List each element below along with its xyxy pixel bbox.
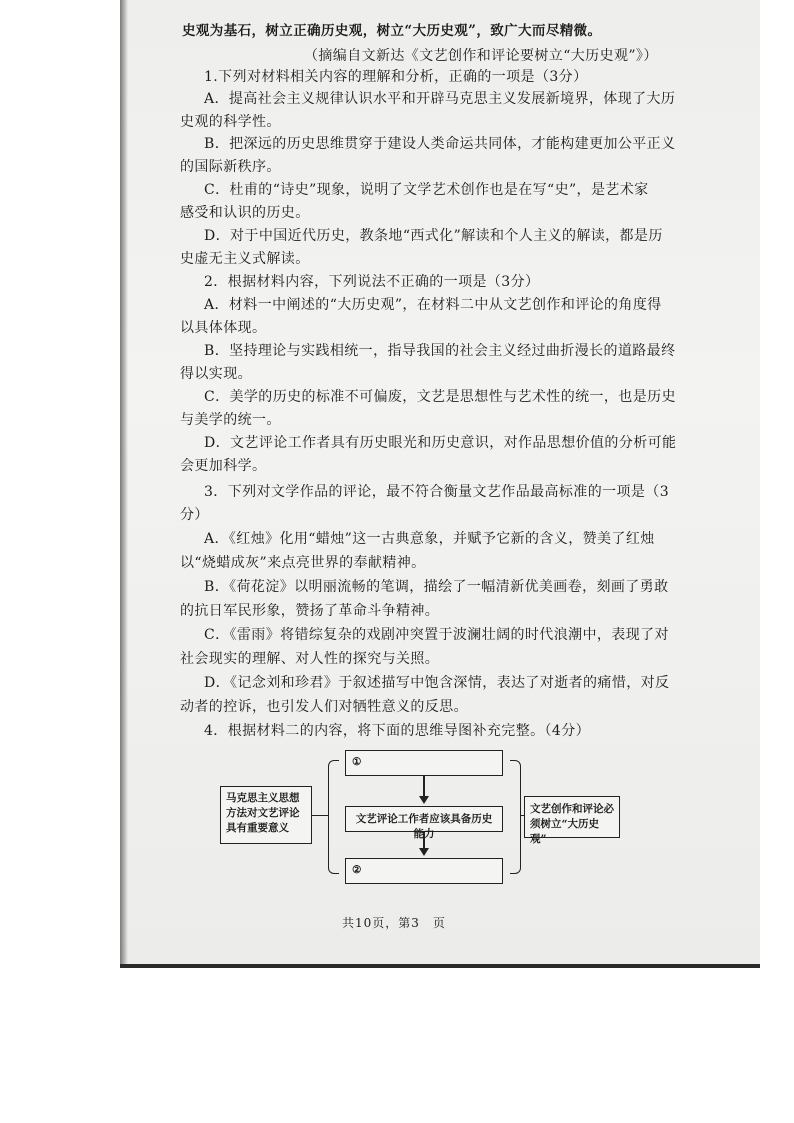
text-line: 史观为基石，树立正确历史观，树立“大历史观”，致广大而尽精微。	[182, 23, 602, 39]
option-text: C．《雷雨》将错综复杂的戏剧冲突置于波澜壮阔的时代浪潮中，表现了对	[204, 627, 669, 643]
mind-map-blank-2: ②	[345, 858, 503, 884]
option-text: 感受和认识的历史。	[180, 205, 310, 221]
option-text: B．坚持理论与实践相统一，指导我国的社会主义经过曲折漫长的道路最终	[204, 343, 676, 359]
option-text: 与美学的统一。	[180, 412, 281, 428]
mind-map-blank-1: ①	[345, 750, 503, 776]
option-text: 的国际新秩序。	[180, 159, 281, 175]
option-text: 会更加科学。	[180, 458, 267, 474]
scanned-page	[120, 0, 760, 968]
option-text: 以“烧蜡成灰”来点亮世界的奉献精神。	[180, 555, 426, 571]
option-text: D．对于中国近代历史，教条地“西式化”解读和个人主义的解读，都是历	[204, 228, 663, 244]
option-text: B．把深远的历史思维贯穿于建设人类命运共同体，才能构建更加公平正义	[204, 136, 676, 152]
question-3-cont: 分）	[180, 507, 209, 523]
question-4: 4．根据材料二的内容，将下面的思维导图补充完整。（4分）	[204, 723, 591, 739]
arrow-down-icon	[419, 796, 429, 804]
question-1: 1.下列对材料相关内容的理解和分析，正确的一项是（3分）	[204, 69, 588, 85]
question-3: 3．下列对文学作品的评论，最不符合衡量文艺作品最高标准的一项是（3	[204, 484, 670, 500]
option-text: C．杜甫的“诗史”现象，说明了文学艺术创作也是在写“史”，是艺术家	[204, 182, 649, 198]
mind-map-middle-box: 文艺评论工作者应该具备历史能力	[345, 806, 503, 832]
option-text: D．文艺评论工作者具有历史眼光和历史意识，对作品思想价值的分析可能	[204, 435, 677, 451]
option-text: B．《荷花淀》以明丽流畅的笔调，描绘了一幅清新优美画卷，刻画了勇敢	[204, 579, 669, 595]
question-2: 2．根据材料内容，下列说法不正确的一项是（3分）	[204, 274, 540, 290]
option-text: 以具体体现。	[180, 320, 267, 336]
option-text: A．材料一中阐述的“大历史观”，在材料二中从文艺创作和评论的角度得	[204, 297, 662, 313]
option-text: C．美学的历史的标准不可偏废，文艺是思想性与艺术性的统一，也是历史	[204, 389, 676, 405]
right-bracket	[510, 760, 521, 874]
option-text: A．《红烛》化用“蜡烛”这一古典意象，并赋予它新的含义，赞美了红烛	[204, 531, 655, 547]
mind-map-right-box: 文艺创作和评论必须树立“大历史观”	[524, 796, 620, 838]
option-text: 得以实现。	[180, 366, 252, 382]
mind-map	[220, 744, 640, 884]
option-text: 动者的控诉，也引发人们对牺牲意义的反思。	[180, 699, 468, 715]
option-text: 史虚无主义式解读。	[180, 251, 310, 267]
arrow-line	[423, 776, 425, 798]
left-bracket	[328, 760, 339, 874]
option-text: 史观的科学性。	[180, 114, 281, 130]
mind-map-left-box: 马克思主义思想方法对文艺评论具有重要意义	[220, 786, 312, 844]
option-text: 社会现实的理解、对人性的探究与关照。	[180, 651, 440, 667]
connector-line	[312, 815, 328, 816]
option-text: D．《记念刘和珍君》于叙述描写中饱含深情，表达了对逝者的痛惜，对反	[204, 675, 670, 691]
page-bottom-edge	[120, 964, 760, 968]
page-footer: 共10页，第3 页	[342, 916, 446, 930]
source-line: （摘编自文新达《文艺创作和评论要树立“大历史观”》）	[304, 48, 658, 64]
option-text: A．提高社会主义规律认识水平和开辟马克思主义发展新境界，体现了大历	[204, 91, 676, 107]
option-text: 的抗日军民形象，赞扬了革命斗争精神。	[180, 603, 440, 619]
page-shadow-edge	[120, 0, 128, 968]
arrow-down-icon	[419, 848, 429, 856]
